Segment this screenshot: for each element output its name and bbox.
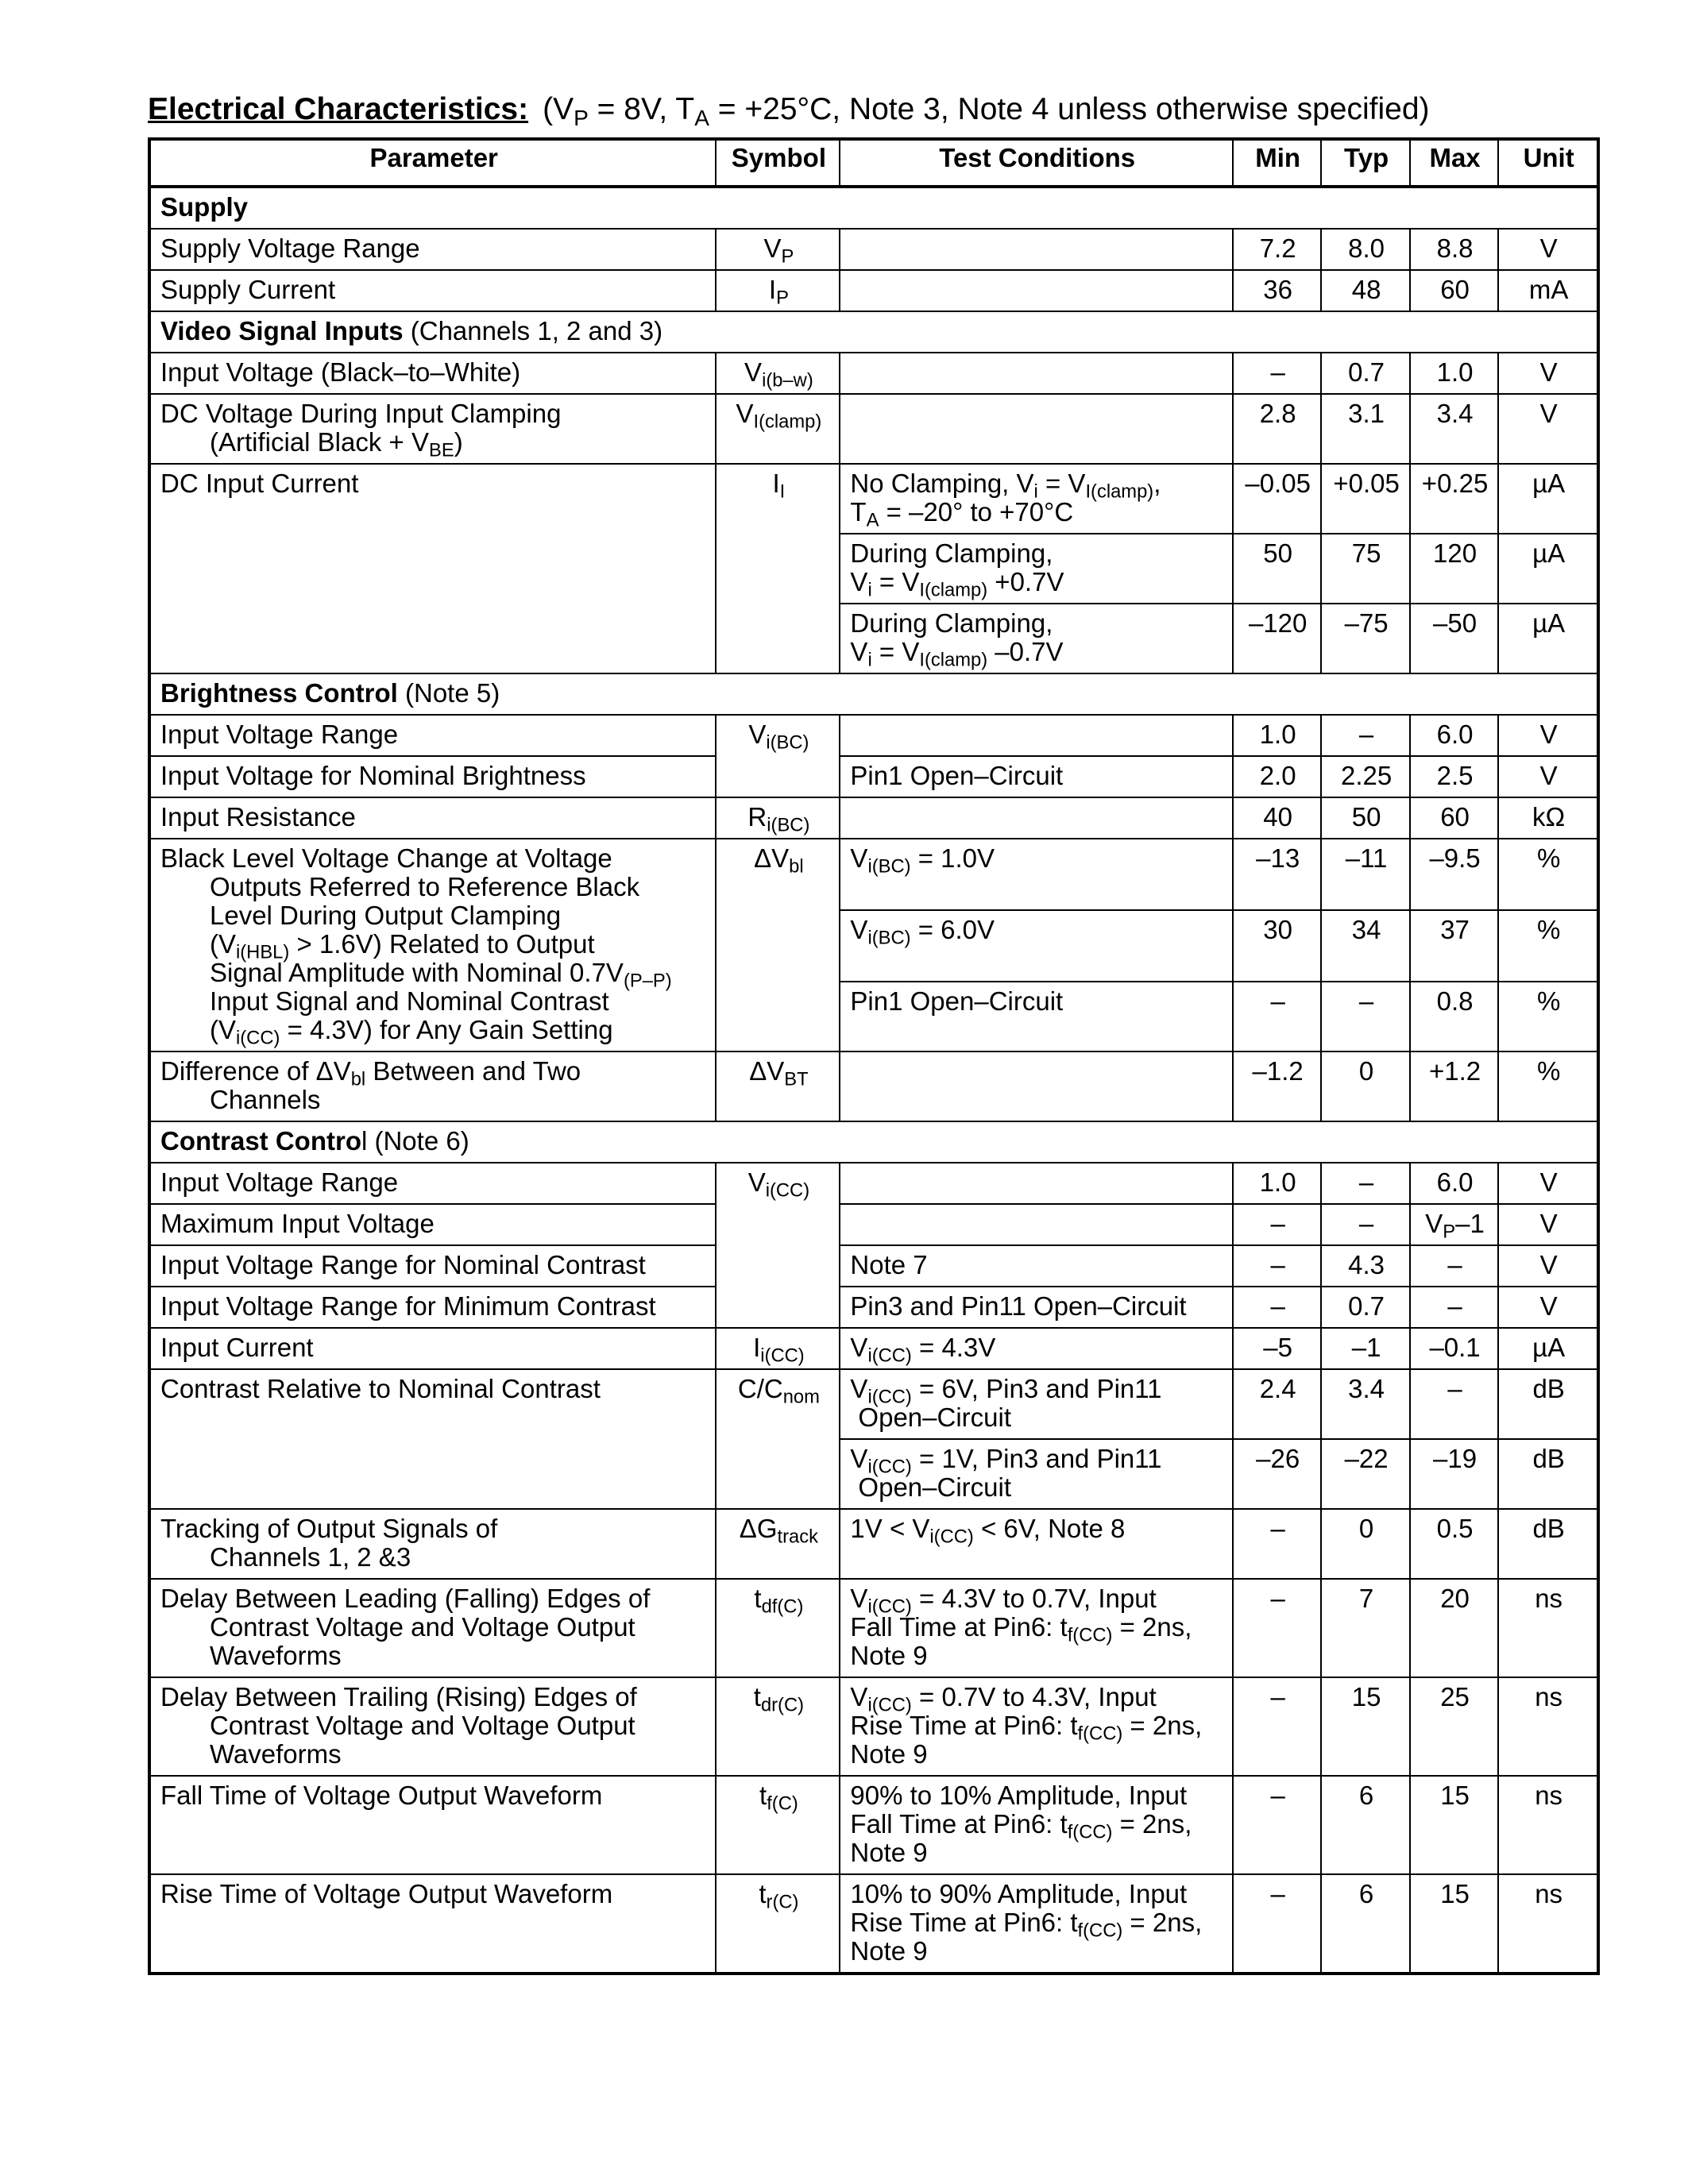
heading-conditions: ($V_P = 8V$, $T_A = +25^\circ C$, Note 3, Note 4 unless otherwise specified) — [543, 92, 1430, 130]
table-row: $V_{i(CC)} = 1V$, Pin3 and Pin11 Open–Circuit –26 –22 –19 dB — [149, 1439, 1598, 1509]
section-contrast-control: Contrast Control (Note 6) — [149, 1121, 1598, 1163]
table-row: Input Voltage Range for Minimum Contrast Pin3 and Pin11 Open–Circuit – 0.7 – V — [149, 1287, 1598, 1328]
table-row: During Clamping, $V_i = V_{I(clamp)} +0.7V$ 50 75 120 µA — [149, 534, 1598, 604]
table-row: During Clamping, $V_i = V_{I(clamp)}$ –0.7V –120 –75 –50 µA — [149, 604, 1598, 673]
section-brightness-control: Brightness Control (Note 5) — [149, 673, 1598, 715]
table-heading — [148, 89, 1430, 130]
electrical-characteristics-table — [148, 137, 1600, 1975]
table-row: Input Voltage Range $V_{i(BC)}$ 1.0 – 6.0 V — [149, 715, 1598, 756]
table-row: Input Resistance $R_{i(BC)}$ 40 50 60 kΩ — [149, 797, 1598, 839]
section-video-inputs: Video Signal Inputs (Channels 1, 2 and 3) — [149, 311, 1598, 353]
table-row: Input Current $I_{i(CC)}$ $V_{i(CC)} = 4.3V$ –5 –1 –0.1 µA — [149, 1328, 1598, 1369]
col-typ: Typ — [1321, 139, 1409, 187]
table-row: Rise Time of Voltage Output Waveform $t_{r(C)}$ 10% to 90% Amplitude, Input Rise Time at Pin6: $t_{f(CC)} = 2ns$, Note 9 – 6 15 ns — [149, 1874, 1598, 1974]
table-row: Input Voltage Range $V_{i(CC)}$ 1.0 – 6.0 V — [149, 1163, 1598, 1204]
table-row: Tracking of Output Signals of Channels 1, 2 &3 $\Delta G_{track}$ $1V < V_{i(CC)} < 6V$, Note 8 – 0 0.5 dB — [149, 1509, 1598, 1579]
table-row: $V_{i(BC)} = 6.0V$ 30 34 37 % — [149, 910, 1598, 982]
table-row: Supply Voltage Range $V_P$ 7.2 8.0 8.8 V — [149, 229, 1598, 270]
table-row: Supply Current $I_P$ 36 48 60 mA — [149, 270, 1598, 311]
table-row: DC Voltage During Input Clamping (Artificial Black + $V_{BE}$) $V_{I(clamp)}$ 2.8 3.1 3.4 V — [149, 394, 1598, 464]
section-supply: Supply — [149, 187, 1598, 229]
col-min: Min — [1233, 139, 1321, 187]
table-row: Input Voltage (Black–to–White) $V_{i(b-w)}$ – 0.7 1.0 V — [149, 353, 1598, 394]
table-row: Difference of $\Delta V_{bl}$ Between and Two Channels $\Delta V_{BT}$ –1.2 0 +1.2 % — [149, 1051, 1598, 1121]
table-row: Delay Between Leading (Falling) Edges of Contrast Voltage and Voltage Output Waveforms $t_{df(C)}$ $V_{i(CC)} = 4.3V$ to 0.7V, Input Fall Time at Pin6: $t_{f(CC)} = 2ns$, Note 9 – 7 20 ns — [149, 1579, 1598, 1677]
col-conditions: Test Conditions — [840, 139, 1233, 187]
col-unit: Unit — [1498, 139, 1598, 187]
col-symbol: Symbol — [716, 139, 840, 187]
table-row: Delay Between Trailing (Rising) Edges of Contrast Voltage and Voltage Output Waveforms $t_{dr(C)}$ $V_{i(CC)} = 0.7V$ to 4.3V, Input Rise Time at Pin6: $t_{f(CC)} = 2ns$, Note 9 – 15 25 ns — [149, 1677, 1598, 1776]
table-row: Maximum Input Voltage – – $V_P-1$ V — [149, 1204, 1598, 1245]
table-row: Input Voltage for Nominal Brightness Pin1 Open–Circuit 2.0 2.25 2.5 V — [149, 756, 1598, 797]
col-max: Max — [1410, 139, 1498, 187]
heading-title: Electrical Characteristics: — [148, 92, 529, 126]
table-row: DC Input Current $I_I$ No Clamping, $V_i = V_{I(clamp)}$, $T_A = -20^\circ$ to +70°C –0.05 +0.05 +0.25 µA — [149, 464, 1598, 534]
col-parameter: Parameter — [149, 139, 716, 187]
header-row — [149, 139, 1598, 187]
table-row: Pin1 Open–Circuit – – 0.8 % — [149, 982, 1598, 1051]
table-row: Contrast Relative to Nominal Contrast $C/C_{nom}$ $V_{i(CC)} = 6V$, Pin3 and Pin11 Open–Circuit 2.4 3.4 – dB — [149, 1369, 1598, 1439]
table-row: Input Voltage Range for Nominal Contrast Note 7 – 4.3 – V — [149, 1245, 1598, 1287]
table-row: Fall Time of Voltage Output Waveform $t_{f(C)}$ 90% to 10% Amplitude, Input Fall Time at Pin6: $t_{f(CC)} = 2ns$, Note 9 – 6 15 ns — [149, 1776, 1598, 1874]
table-row: Black Level Voltage Change at Voltage Outputs Referred to Reference Black Level During Output Clamping $(V_{i(HBL)} > 1.6V)$ Related to Output Signal Amplitude with Nominal $0.7V_{(P-P)}$ Input Signal and Nominal Contrast $(V_{i(CC)} = 4.3V)$ for Any Gain Setting $\Delta V_{bl}$ $V_{i(BC)} = 1.0V$ –13 –11 –9.5 % — [149, 839, 1598, 910]
